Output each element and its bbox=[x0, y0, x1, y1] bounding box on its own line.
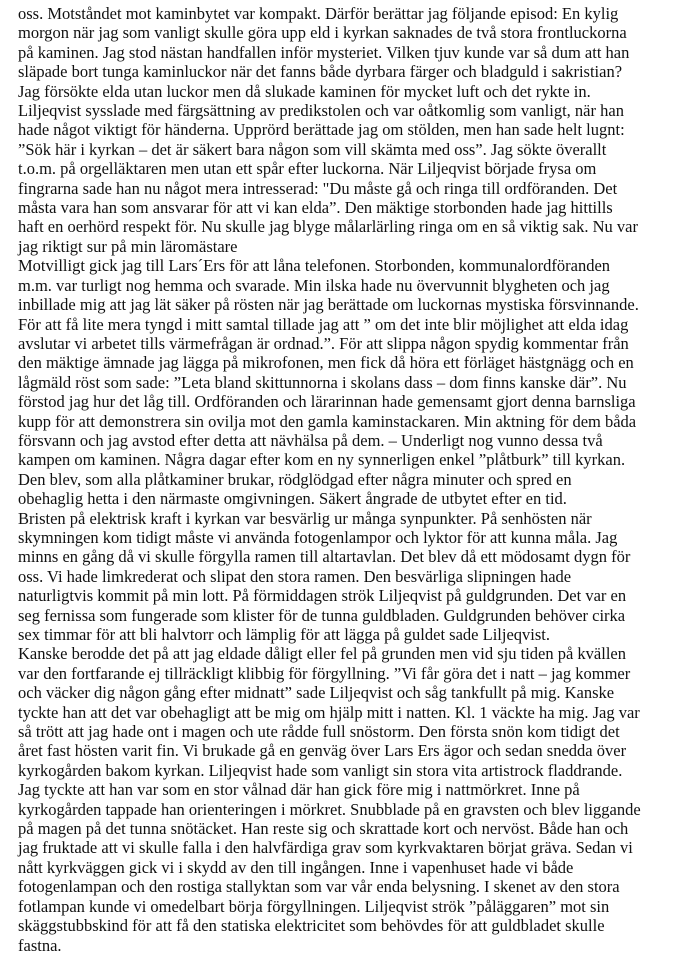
text-line: året fast hösten varit fin. Vi brukade gå en genväg över Lars Ers ägor och sedan snedda över bbox=[18, 741, 627, 761]
text-line: släpade bort tunga kaminluckor när det fanns både dyrbara färger och bladguld i sakristian? bbox=[18, 62, 623, 82]
text-line: hade något viktigt för händerna. Upprörd berättade jag om stölden, men han sade helt lugnt: bbox=[18, 120, 625, 140]
text-line: Den blev, som alla plåtkaminer brukar, rödglödgad efter några minuter och spred en bbox=[18, 469, 572, 489]
text-line: fingrarna sade han nu något mera intresserad: "Du måste gå och ringa till ordföranden. Det bbox=[18, 178, 618, 198]
text-line: Bristen på elektrisk kraft i kyrkan var besvärlig ur många synpunkter. På senhösten när bbox=[18, 508, 592, 528]
text-line: på kaminen. Jag stod nästan handfallen inför mysteriet. Vilken tjuv kunde var så dum att han bbox=[18, 42, 630, 62]
text-line: den mäktige ämnade jag lägga på mikrofonen, men fick då höra ett förläget hästgnägg och en bbox=[18, 353, 634, 373]
text-line: obehaglig hetta i den närmaste omgivningen. Säkert ångrade de utbytet efter en tid. bbox=[18, 489, 567, 509]
text-line: nått kyrkväggen gick vi i skydd av den till ingången. Inne i vapenhuset hade vi både bbox=[18, 857, 574, 877]
text-line: fotlampan kunde vi omedelbart börja förgyllningen. Liljeqvist strök ”påläggaren” mot sin bbox=[18, 896, 610, 916]
text-line: oss. Vi hade limkrederat och slipat den stora ramen. Den besvärliga slipningen hade bbox=[18, 566, 572, 586]
text-line: seg fernissa som fungerade som klister för de tunna guldbladen. Guldgrunden behöver cirka bbox=[18, 605, 626, 625]
text-line: var den fortfarande ej tillräckligt klibbig för förgyllning. ”Vi får göra det i natt – jag kommer bbox=[18, 663, 631, 683]
text-line: skäggstubbskind för att få den statiska elektricitet som behövdes för att guldbladet skulle bbox=[18, 916, 605, 936]
text-line: så trött att jag hade ont i magen och ute rådde full snöstorm. Den första snön kom tidigt det bbox=[18, 722, 620, 742]
text-line: och väcker dig någon gång efter midnatt” sade Liljeqvist och såg tankfullt på mig. Kanske bbox=[18, 683, 615, 703]
text-line: jag riktigt sur på min läromästare bbox=[18, 236, 238, 256]
text-line: kampen om kaminen. Några dagar efter kom en ny synnerligen enkel ”plåtburk” till kyrkan. bbox=[18, 450, 626, 470]
text-line: förstod jag hur det låg till. Ordföranden och lärarinnan hade gemensamt gjort denna barnsliga bbox=[18, 392, 636, 412]
text-line: jag fruktade att vi skulle falla i den halvfärdiga grav som kyrkvaktaren börjat gräva. Sedan vi bbox=[18, 838, 633, 858]
text-line: inbillade mig att jag lät säker på rösten när jag berättade om luckornas mystiska försvinnande. bbox=[18, 295, 639, 315]
text-line: tyckte han att det var obehagligt att be mig om hjälp mitt i natten. Kl. 1 väckte ha mig. Jag var bbox=[18, 702, 640, 722]
text-line: Kanske berodde det på att jag eldade dåligt eller fel på grunden men vid sju tiden på kvällen bbox=[18, 644, 626, 664]
text-line: lågmäld röst som sade: ”Leta bland skittunnorna i skolans dass – dom finns kanske där”. Nu bbox=[18, 372, 627, 392]
text-line: Liljeqvist sysslade med färgsättning av predikstolen och var oåtkomlig som vanligt, när han bbox=[18, 101, 624, 121]
text-line: på magen på det tunna snötäcket. Han reste sig och skrattade kort och nervöst. Både han och bbox=[18, 819, 629, 839]
text-line: fastna. bbox=[18, 935, 62, 955]
text-line: minns en gång då vi skulle förgylla ramen till altartavlan. Det blev då ett mödosamt dygn för bbox=[18, 547, 631, 567]
text-line: m.m. var turligt nog hemma och svarade. Min ilska hade nu övervunnit blygheten och jag bbox=[18, 275, 610, 295]
text-line: avslutar vi arbetet tills värmefrågan är ordnad.”. För att slippa någon spydig kommentar från bbox=[18, 333, 629, 353]
text-line: oss. Motståndet mot kaminbytet var kompakt. Därför berättar jag följande episod: En kylig bbox=[18, 4, 619, 23]
text-line: ”Sök här i kyrkan – det är säkert bara någon som vill skämta med oss”. Jag sökte överallt bbox=[18, 139, 607, 159]
text-line: Jag försökte elda utan luckor men då slukade kaminen för mycket luft och det rykte in. bbox=[18, 81, 591, 101]
text-line: skymningen kom tidigt måste vi använda fotogenlampor och lyktor för att kunna måla. Jag bbox=[18, 527, 618, 547]
text-line: För att få lite mera tyngd i mitt samtal tillade jag att ” om det inte blir möjlighet att elda idag bbox=[18, 314, 629, 334]
text-line: haft en oerhörd respekt för. Nu skulle jag blyge målarlärling ringa om en så viktig sak. Nu var bbox=[18, 217, 638, 237]
text-line: Jag tyckte att han var som en stor vålnad där han gick före mig i nattmörkret. Inne på bbox=[18, 780, 580, 800]
text-line: t.o.m. på orgelläktaren men utan ett spår efter luckorna. När Liljeqvist började frysa om bbox=[18, 159, 597, 179]
text-line: måsta vara han som ansvarar för att vi kan elda”. Den mäktige storbonden hade jag hittills bbox=[18, 198, 613, 218]
text-line: naturligtvis kommit på min lott. På förmiddagen strök Liljeqvist på guldgrunden. Det var en bbox=[18, 586, 627, 606]
text-line: morgon när jag som vanligt skulle göra upp eld i kyrkan saknades de två stora frontluckorna bbox=[18, 23, 627, 43]
text-line: kupp för att demonstrera sin ovilja mot den gamla kaminstackaren. Min aktning för dem båda bbox=[18, 411, 637, 431]
text-line: sex timmar för att bli halvtorr och lämplig för att lägga på guldet sade Liljeqvist. bbox=[18, 625, 550, 644]
text-line: försvann och jag avstod efter detta att nävhälsa på dem. – Underligt nog vunno dessa två bbox=[18, 430, 603, 450]
text-line: fotogenlampan och den rostiga stallyktan som var vår enda belysning. I skenet av den stora bbox=[18, 877, 620, 897]
text-line: kyrkogården bakom kyrkan. Liljeqvist hade som vanligt sin stora vita artistrock fladdrande. bbox=[18, 760, 623, 780]
text-line: kyrkogården tappade han orienteringen i mörkret. Snubblade på en gravsten och blev liggande bbox=[18, 799, 641, 819]
text-line: Motvilligt gick jag till Lars´Ers för att låna telefonen. Storbonden, kommunalordföranden bbox=[18, 256, 611, 276]
